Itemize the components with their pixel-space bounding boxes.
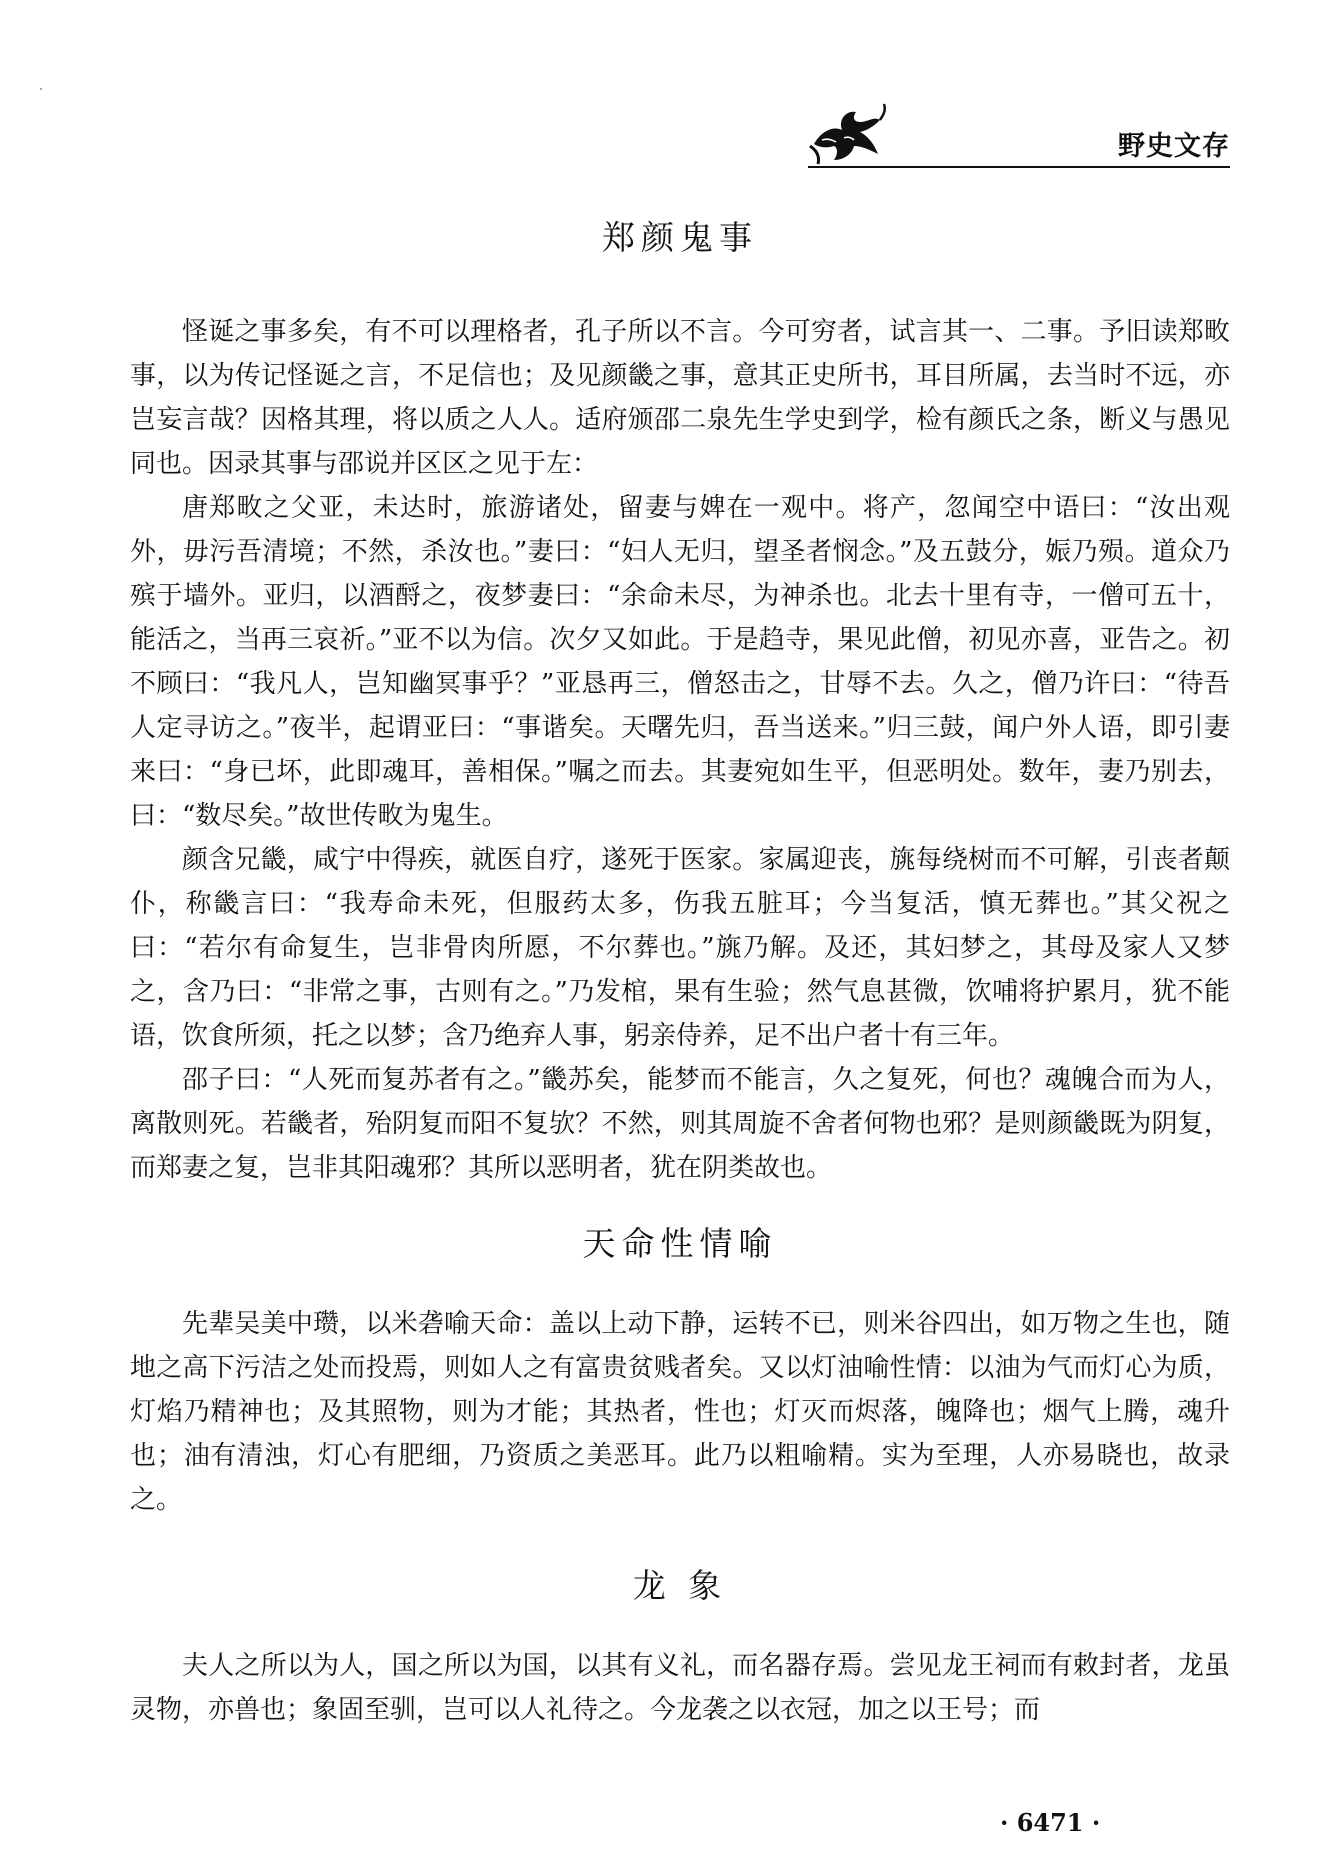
header-rule [808,166,1230,168]
running-header-title: 野史文存 [1118,131,1230,162]
paragraph: 邵子曰：“人死而复苏者有之。”畿苏矣，能梦而不能言，久之复死，何也？魂魄合而为人，离散则死。若畿者，殆阴复而阳不复欤？不然，则其周旋不舍者何物也邪？是则颜畿既为阴复，而郑妻之复，岂非其阳魂邪？其所以恶明者，犹在阴类故也。 [130,1065,1230,1183]
section-title: 龙 象 [632,1566,728,1605]
paragraph: 唐郑畋之父亚，未达时，旅游诸处，留妻与婢在一观中。将产，忽闻空中语曰：“汝出观外，毋污吾清境；不然，杀汝也。”妻曰：“妇人无归，望圣者悯念。”及五鼓分，娠乃殒。道众乃殡于墙外。亚归，以酒酹之，夜梦妻曰：“余命未尽，为神杀也。北去十里有寺，一僧可五十，能活之，当再三哀祈。”亚不以为信。次夕又如此。于是趋寺，果见此僧，初见亦喜，亚告之。初不顾曰：“我凡人，岂知幽冥事乎？”亚恳再三，僧怒击之，甘辱不去。久之，僧乃许曰：“待吾人定寻访之。”夜半，起谓亚曰：“事谐矣。天曙先归，吾当送来。”归三鼓，闻户外人语，即引妻来曰：“身已坏，此即魂耳，善相保。”嘱之而去。其妻宛如生平，但恶明处。数年，妻乃别去，曰：“数尽矣。”故世传畋为鬼生。 [130,493,1230,831]
section-zheng-yan-gui-shi [130,210,1230,1190]
paragraph: 夫人之所以为人，国之所以为国，以其有义礼，而名器存焉。尝见龙王祠而有敕封者，龙虽灵物，亦兽也；象固至驯，岂可以人礼待之。今龙袭之以衣冠，加之以王号；而 [130,1651,1230,1725]
section-title: 郑颜鬼事 [602,218,758,257]
paragraph: 怪诞之事多矣，有不可以理格者，孔子所以不言。今可穷者，试言其一、二事。予旧读郑畋事，以为传记怪诞之言，不足信也；及见颜畿之事，意其正史所书，耳目所属，去当时不远，亦岂妄言哉？因格其理，将以质之人人。适府颁邵二泉先生学史到学，检有颜氏之条，断义与愚见同也。因录其事与邵说并区区之见于左： [130,317,1230,479]
paragraph: 颜含兄畿，咸宁中得疾，就医自疗，遂死于医家。家属迎丧，旐每绕树而不可解，引丧者颠仆，称畿言曰：“我寿命未死，但服药太多，伤我五脏耳；今当复活，慎无葬也。”其父祝之曰：“若尔有命复生，岂非骨肉所愿，不尔葬也。”旐乃解。及还，其妇梦之，其母及家人又梦之，含乃曰：“非常之事，古则有之。”乃发棺，果有生验；然气息甚微，饮哺将护累月，犹不能语，饮食所须，托之以梦；含乃绝弃人事，躬亲侍养，足不出户者十有三年。 [130,845,1230,1051]
section-tian-ming-xing-qing-yu [130,1216,1230,1522]
paragraph: 先辈吴美中瓒，以米砻喻天命：盖以上动下静，运转不已，则米谷四出，如万物之生也，随地之高下污洁之处而投焉，则如人之有富贵贫贱者矣。又以灯油喻性情：以油为气而灯心为质，灯焰乃精神也；及其照物，则为才能；其热者，性也；灯灭而烬落，魄降也；烟气上腾，魂升也；油有清浊，灯心有肥细，乃资质之美恶耳。此乃以粗喻精。实为至理，人亦易晓也，故录之。 [130,1309,1230,1515]
page-number: · 6471 · [1000,1808,1101,1837]
running-header [0,0,1322,190]
section-title: 天命性情喻 [582,1224,778,1263]
section-long-xiang [130,1558,1230,1732]
dragon-emblem-icon [808,100,888,166]
page-body [130,210,1230,1732]
